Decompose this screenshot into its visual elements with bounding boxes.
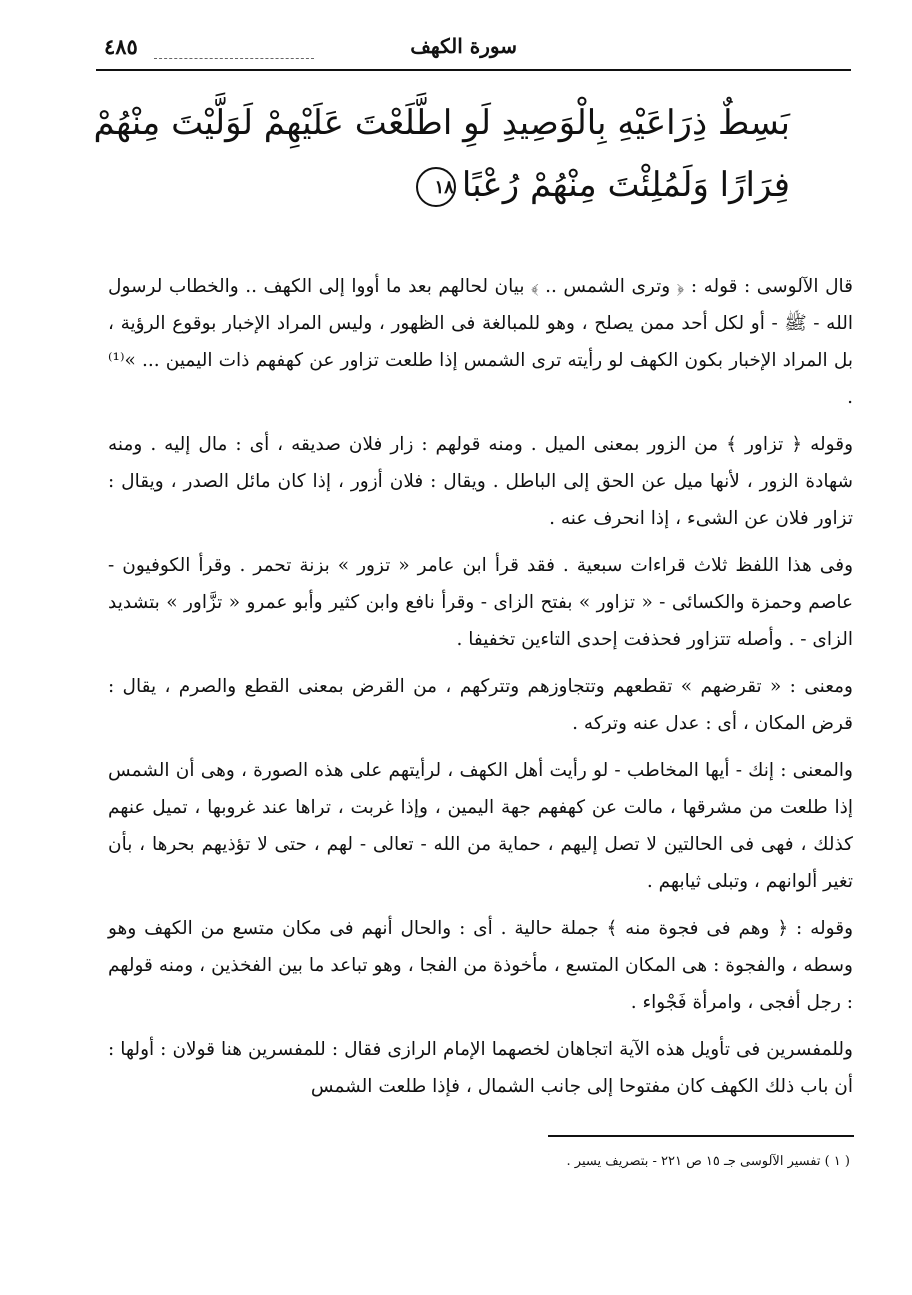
page-header [96,28,851,70]
paragraph-fajwa: وقوله : ﴿ وهم فى فجوة منه ﴾ جملة حالية . أى : والحال أنهم فى مكان متسع من الكهف وهو وسطه ، والفجوة : هى المكان المتسع ، مأخوذة من الفجا ، وهو تباعد ما بين الفخذين ، ومنه قولهم : رجل أفجى ، وامرأة فَجْواء . [108,918,853,1013]
paragraph-alusi: قال الآلوسى : قوله : ﴿ وترى الشمس .. ﴾ بيان لحالهم بعد ما أووا إلى الكهف .. والخطاب لرسول الله - ﷺ - أو لكل أحد ممن يصلح ، وهو للمبالغة فى الظهور ، وليس المراد الإخبار بوقوع الرؤية ، بل المراد الإخبار بكون الكهف لو رأيته ترى الشمس إذا طلعت تزاور عن كهفهم ذات اليمين ... »⁽¹⁾ . [108,276,853,408]
page-number: ٤٨٥ [104,34,138,59]
surah-title: سورة الكهف [410,34,517,58]
commentary-text [108,268,853,1115]
footnote: ( ١ ) تفسير الآلوسى جـ ١٥ ص ٢٢١ - بتصريف يسير . [566,1154,850,1169]
paragraph-razi: وللمفسرين فى تأويل هذه الآية اتجاهان لخصهما الإمام الرازى فقال : للمفسرين هنا قولان : أولها : أن باب ذلك الكهف كان مفتوحا إلى جانب الشمال ، فإذا طلعت الشمس [108,1039,853,1097]
footnote-rule [548,1135,854,1137]
quran-verse [93,92,790,216]
verse-line-2 [150,154,790,216]
page-number-leader [154,58,314,59]
header-rule [96,69,851,71]
verse-line-2-text: فِرَارًا وَلَمُلِئْتَ مِنْهُمْ رُعْبًا [461,165,790,205]
verse-number-marker: ١٨ [416,167,456,207]
paragraph-taqriduhum: ومعنى : « تقرضهم » تقطعهم وتتجاوزهم وتتركهم ، من القرض بمعنى القطع والصرم ، يقال : قرض المكان ، أى : عدل عنه وتركه . [108,676,853,734]
paragraph-tazawar: وقوله ﴿ تزاور ﴾ من الزور بمعنى الميل . ومنه قولهم : زار فلان صديقه ، أى : مال إليه . ومنه شهادة الزور ، لأنها ميل عن الحق إلى الباطل . ويقال : فلان أزور ، إذا كان مائل الصدر ، ويقال : تزاور فلان عن الشىء ، إذا انحرف عنه . [108,434,853,529]
paragraph-readings: وفى هذا اللفظ ثلاث قراءات سبعية . فقد قرأ ابن عامر « تزور » بزنة تحمر . وقرأ الكوفيون - عاصم وحمزة والكسائى - « تزاور » بفتح الزاى - وقرأ نافع وابن كثير وأبو عمرو « تزَّاور » بتشديد الزاى - . وأصله تتزاور فحذفت إحدى التاءين تخفيفا . [108,555,853,650]
paragraph-meaning: والمعنى : إنك - أيها المخاطب - لو رأيت أهل الكهف ، لرأيتهم على هذه الصورة ، وهى أن الشمس إذا طلعت من مشرقها ، مالت عن كهفهم جهة اليمين ، وإذا غربت ، تراها عند غروبها ، تميل عنهم كذلك ، فهى فى الحالتين لا تصل إليهم ، حماية من الله - تعالى - لهم ، حتى لا تؤذيهم بحرها ، بأن تغير ألوانهم ، وتبلى ثيابهم . [108,760,853,892]
verse-line-1: بَسِطٌ ذِرَاعَيْهِ بِالْوَصِيدِ لَوِ اطَّلَعْتَ عَلَيْهِمْ لَوَلَّيْتَ مِنْهُمْ [93,103,790,143]
